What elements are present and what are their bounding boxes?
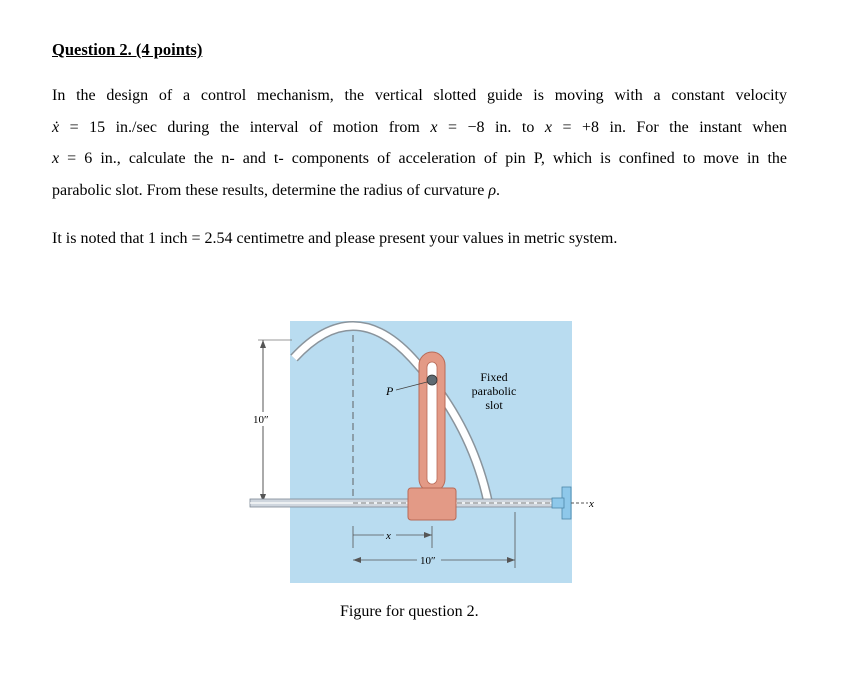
vertical-10-label: 10″ (253, 414, 269, 426)
mechanism-figure (230, 316, 610, 584)
rho-symbol: ρ (488, 181, 496, 199)
pin-p (427, 375, 437, 385)
x-axis-label: x (589, 498, 594, 510)
horizontal-10-label: 10″ (420, 555, 436, 567)
figure-caption: Figure for question 2. (340, 603, 479, 620)
unit-note-text: It is noted that 1 inch = 2.54 centimetre and please present your values in metric system. (52, 230, 618, 247)
bracket-mount (552, 498, 564, 508)
statement-line-4: parabolic slot. From these results, determine the radius of curvature ρ. (52, 181, 500, 199)
statement-line-3: x = 6 in., calculate the n- and t- components of acceleration of pin P, which is confined to move in the (52, 150, 787, 167)
parabolic-label: parabolic (471, 384, 517, 398)
pin-label: P (386, 384, 394, 398)
question-heading: Question 2. (4 points) (52, 40, 203, 59)
slot-label: slot (485, 398, 503, 412)
unit-note (52, 223, 787, 255)
x-dot-symbol: ẋ (52, 118, 60, 136)
statement-line-1: In the design of a control mechanism, the vertical slotted guide is moving with a constant velocity (52, 87, 787, 104)
guide-collar (408, 488, 456, 520)
statement-line-2: ẋ = 15 in./sec during the interval of motion from x = −8 in. to x = +8 in. For the instant when (52, 118, 788, 136)
dim-arrow-up (260, 340, 266, 348)
problem-statement (52, 80, 787, 206)
mechanism-diagram (230, 316, 610, 584)
x-dimension-label: x (386, 530, 391, 542)
fixed-label: Fixed (480, 370, 508, 384)
